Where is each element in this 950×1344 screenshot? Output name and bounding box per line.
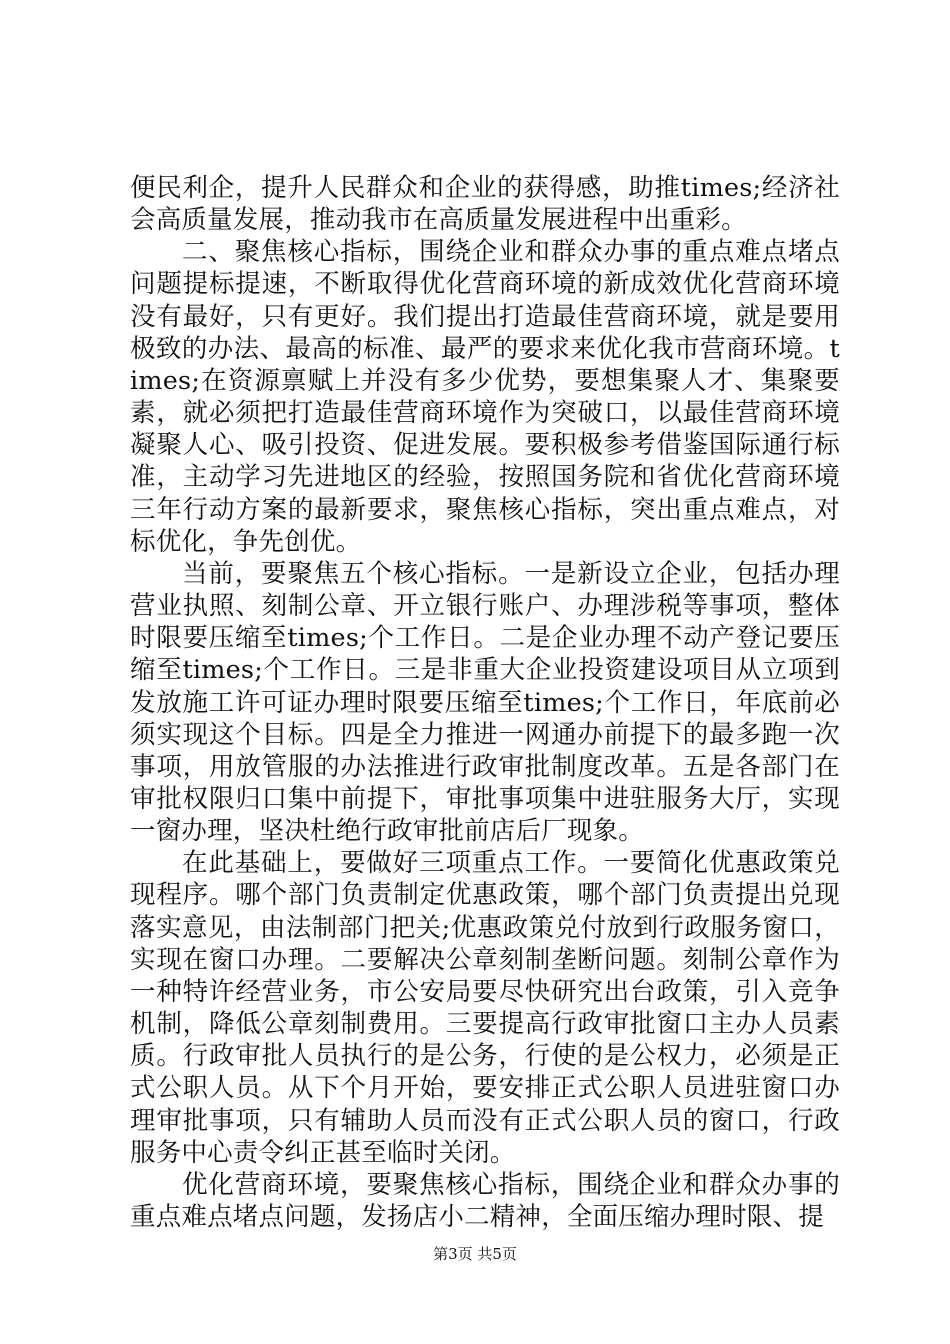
paragraph-optimize-environment: 优化营商环境，要聚焦核心指标，围绕企业和群众办事的重点难点堵点问题，发扬店小二精神，全面压缩办理时限、提 — [130, 1169, 840, 1232]
paragraph-core-indicators: 当前，要聚焦五个核心指标。一是新设立企业，包括办理营业执照、刻制公章、开立银行账户、办理涉税等事项，整体时限要压缩至times;个工作日。二是企业办理不动产登记要压缩至times;个工作日。三是非重大企业投资建设项目从立项到发放施工许可证办理时限要压缩至times;个工作日，年底前必须实现这个目标。四是全力推进一网通办前提下的最多跑一次事项，用放管服的办法推进行政审批制度改革。五是各部门在审批权限归口集中前提下，审批事项集中进驻服务大厅，实现一窗办理，坚决杜绝行政审批前店后厂现象。 — [130, 558, 840, 847]
document-body — [130, 172, 840, 1233]
paragraph-key-tasks: 在此基础上，要做好三项重点工作。一要简化优惠政策兑现程序。哪个部门负责制定优惠政策，哪个部门负责提出兑现落实意见，由法制部门把关;优惠政策兑付放到行政服务窗口，实现在窗口办理。二要解决公章刻制垄断问题。刻制公章作为一种特许经营业务，市公安局要尽快研究出台政策，引入竞争机制，降低公章刻制费用。三要提高行政审批窗口主办人员素质。行政审批人员执行的是公务，行使的是公权力，必须是正式公职人员。从下个月开始，要安排正式公职人员进驻窗口办理审批事项，只有辅助人员而没有正式公职人员的窗口，行政服务中心责令纠正甚至临时关闭。 — [130, 848, 840, 1168]
paragraph-continuation: 便民利企，提升人民群众和企业的获得感，助推times;经济社会高质量发展，推动我市在高质量发展进程中出重彩。 — [130, 173, 840, 236]
paragraph-section-two: 二、聚焦核心指标，围绕企业和群众办事的重点难点堵点问题提标提速，不断取得优化营商环境的新成效优化营商环境没有最好，只有更好。我们提出打造最佳营商环境，就是要用极致的办法、最高的标准、最严的要求来优化我市营商环境。times;在资源禀赋上并没有多少优势，要想集聚人才、集聚要素，就必须把打造最佳营商环境作为突破口，以最佳营商环境凝聚人心、吸引投资、促进发展。要积极参考借鉴国际通行标准，主动学习先进地区的经验，按照国务院和省优化营商环境三年行动方案的最新要求，聚焦核心指标，突出重点难点，对标优化，争先创优。 — [130, 237, 840, 557]
page-footer: 第3页 共5页 — [433, 1245, 517, 1263]
